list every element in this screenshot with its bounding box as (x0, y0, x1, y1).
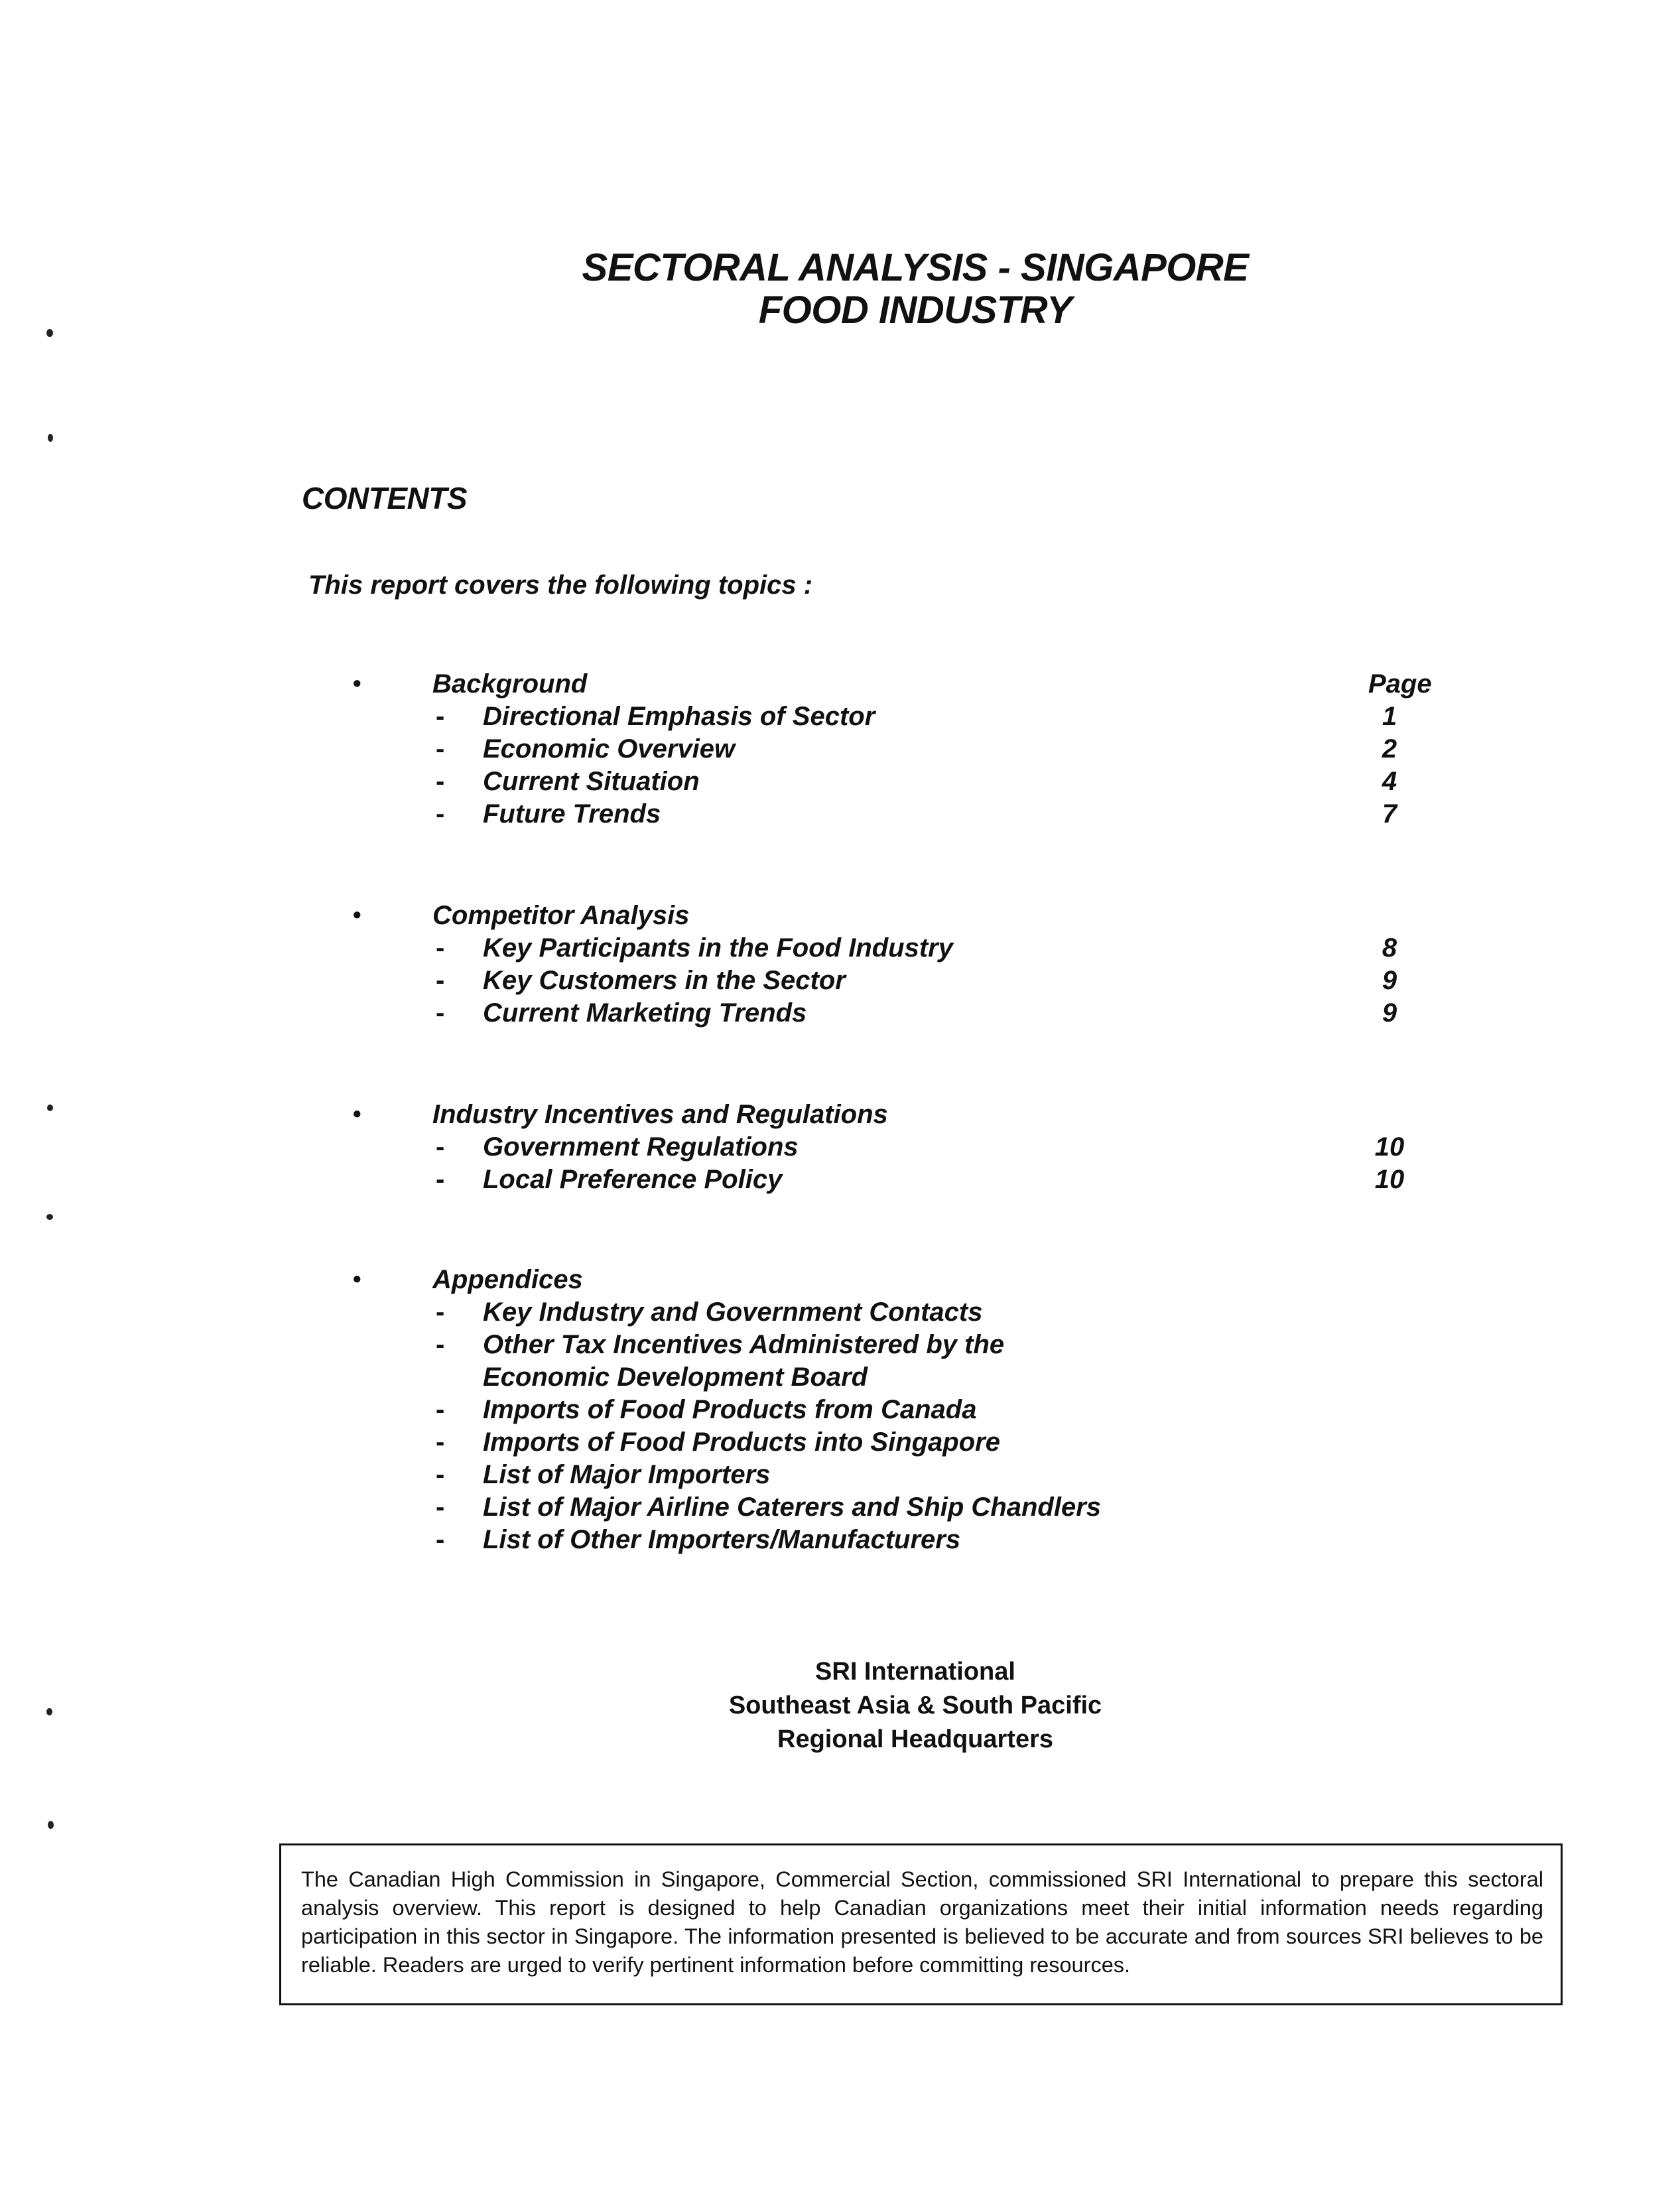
toc-item-label: List of Other Importers/Manufacturers (483, 1525, 961, 1554)
toc-item-label: List of Major Importers (483, 1460, 771, 1489)
toc-item-page: 10 (1374, 1132, 1405, 1162)
dash-icon: - (436, 734, 445, 764)
organization-name: SRI International (815, 1658, 1015, 1686)
title-line-1: SECTORAL ANALYSIS - SINGAPORE (582, 246, 1249, 289)
dash-icon: - (436, 1330, 445, 1359)
section-title: Appendices (432, 1265, 583, 1294)
toc-section-appendices (0, 1265, 1680, 1558)
page-column-label: Page (1368, 669, 1432, 699)
bullet-icon: • (353, 1100, 361, 1127)
toc-section-incentives-regulations (0, 1100, 1680, 1197)
toc-item-continuation (0, 1363, 1680, 1395)
section-title: Industry Incentives and Regulations (432, 1100, 888, 1129)
dash-icon: - (436, 1493, 445, 1522)
dash-icon: - (436, 1460, 445, 1489)
dash-icon: - (436, 702, 445, 731)
toc-section-competitor-analysis (0, 901, 1680, 1031)
toc-item-page: 8 (1382, 933, 1397, 963)
toc-item-page: 4 (1382, 767, 1397, 796)
toc-item-label: List of Major Airline Caterers and Ship Chandlers (483, 1493, 1102, 1522)
toc-item-label: Current Marketing Trends (483, 998, 807, 1028)
toc-item (0, 1428, 1680, 1460)
dash-icon: - (436, 966, 445, 995)
scan-speck (46, 329, 53, 337)
dash-icon: - (436, 767, 445, 796)
toc-item (0, 799, 1680, 832)
section-title: Competitor Analysis (432, 901, 690, 930)
toc-item (0, 966, 1680, 998)
toc-item (0, 1330, 1680, 1363)
toc-item-page: 1 (1382, 702, 1397, 731)
toc-item-page: 7 (1382, 799, 1397, 829)
scan-speck (48, 434, 53, 442)
title-line-2: FOOD INDUSTRY (758, 289, 1072, 332)
toc-item (0, 998, 1680, 1031)
toc-item-label: Imports of Food Products into Singapore (483, 1428, 1000, 1457)
toc-item-page: 9 (1382, 966, 1397, 995)
toc-item (0, 933, 1680, 966)
toc-item-label: Economic Overview (483, 734, 736, 764)
toc-item-label: Other Tax Incentives Administered by the (483, 1330, 1005, 1359)
dash-icon: - (436, 1165, 445, 1194)
toc-item (0, 734, 1680, 767)
toc-item (0, 1395, 1680, 1428)
dash-icon: - (436, 933, 445, 963)
toc-item-label: Key Customers in the Sector (483, 966, 846, 995)
dash-icon: - (436, 1132, 445, 1162)
toc-item (0, 702, 1680, 734)
toc-item-label: Key Industry and Government Contacts (483, 1298, 983, 1327)
toc-item-page: 2 (1382, 734, 1397, 764)
toc-item (0, 1493, 1680, 1525)
scan-speck (48, 1821, 54, 1829)
toc-item-page: 9 (1382, 998, 1397, 1028)
toc-item-label: Government Regulations (483, 1132, 799, 1162)
toc-section-background (0, 669, 1680, 832)
dash-icon: - (436, 1525, 445, 1554)
toc-item (0, 1460, 1680, 1493)
dash-icon: - (436, 1428, 445, 1457)
document-title (0, 247, 1680, 332)
toc-item-label: Future Trends (483, 799, 661, 829)
disclaimer-box: The Canadian High Commission in Singapore, Commercial Section, commissioned SRI International to prepare this sectoral analysis overview. This report is designed to help Canadian organizations meet their initial information needs regarding participation in this sector in Singapore. The information presented is believed to be accurate and from sources SRI believes to be reliable. Readers are urged to verify pertinent information before committing resources. (279, 1843, 1563, 2005)
dash-icon: - (436, 799, 445, 829)
toc-item-page: 10 (1374, 1165, 1405, 1194)
organization-region: Southeast Asia & South Pacific (728, 1692, 1102, 1719)
bullet-icon: • (353, 901, 361, 928)
toc-item-label: Key Participants in the Food Industry (483, 933, 953, 963)
bullet-icon: • (353, 1265, 361, 1292)
bullet-icon: • (353, 669, 361, 697)
toc-item-label: Local Preference Policy (483, 1165, 783, 1194)
toc-item (0, 1132, 1680, 1165)
toc-item-label: Economic Development Board (483, 1363, 868, 1392)
contents-heading: CONTENTS (302, 481, 467, 515)
organization-block (0, 1655, 1680, 1757)
dash-icon: - (436, 1395, 445, 1424)
toc-item (0, 1525, 1680, 1558)
toc-item-label: Current Situation (483, 767, 700, 796)
toc-item (0, 1298, 1680, 1330)
scan-speck (46, 1708, 52, 1715)
toc-item-label: Imports of Food Products from Canada (483, 1395, 977, 1424)
scan-speck (46, 1214, 53, 1220)
section-title: Background (432, 669, 588, 699)
toc-item (0, 767, 1680, 799)
dash-icon: - (436, 998, 445, 1028)
toc-item-label: Directional Emphasis of Sector (483, 702, 875, 731)
toc-item (0, 1165, 1680, 1197)
intro-text: This report covers the following topics : (308, 570, 813, 600)
organization-office: Regional Headquarters (777, 1725, 1053, 1753)
dash-icon: - (436, 1298, 445, 1327)
scan-speck (47, 1104, 53, 1111)
